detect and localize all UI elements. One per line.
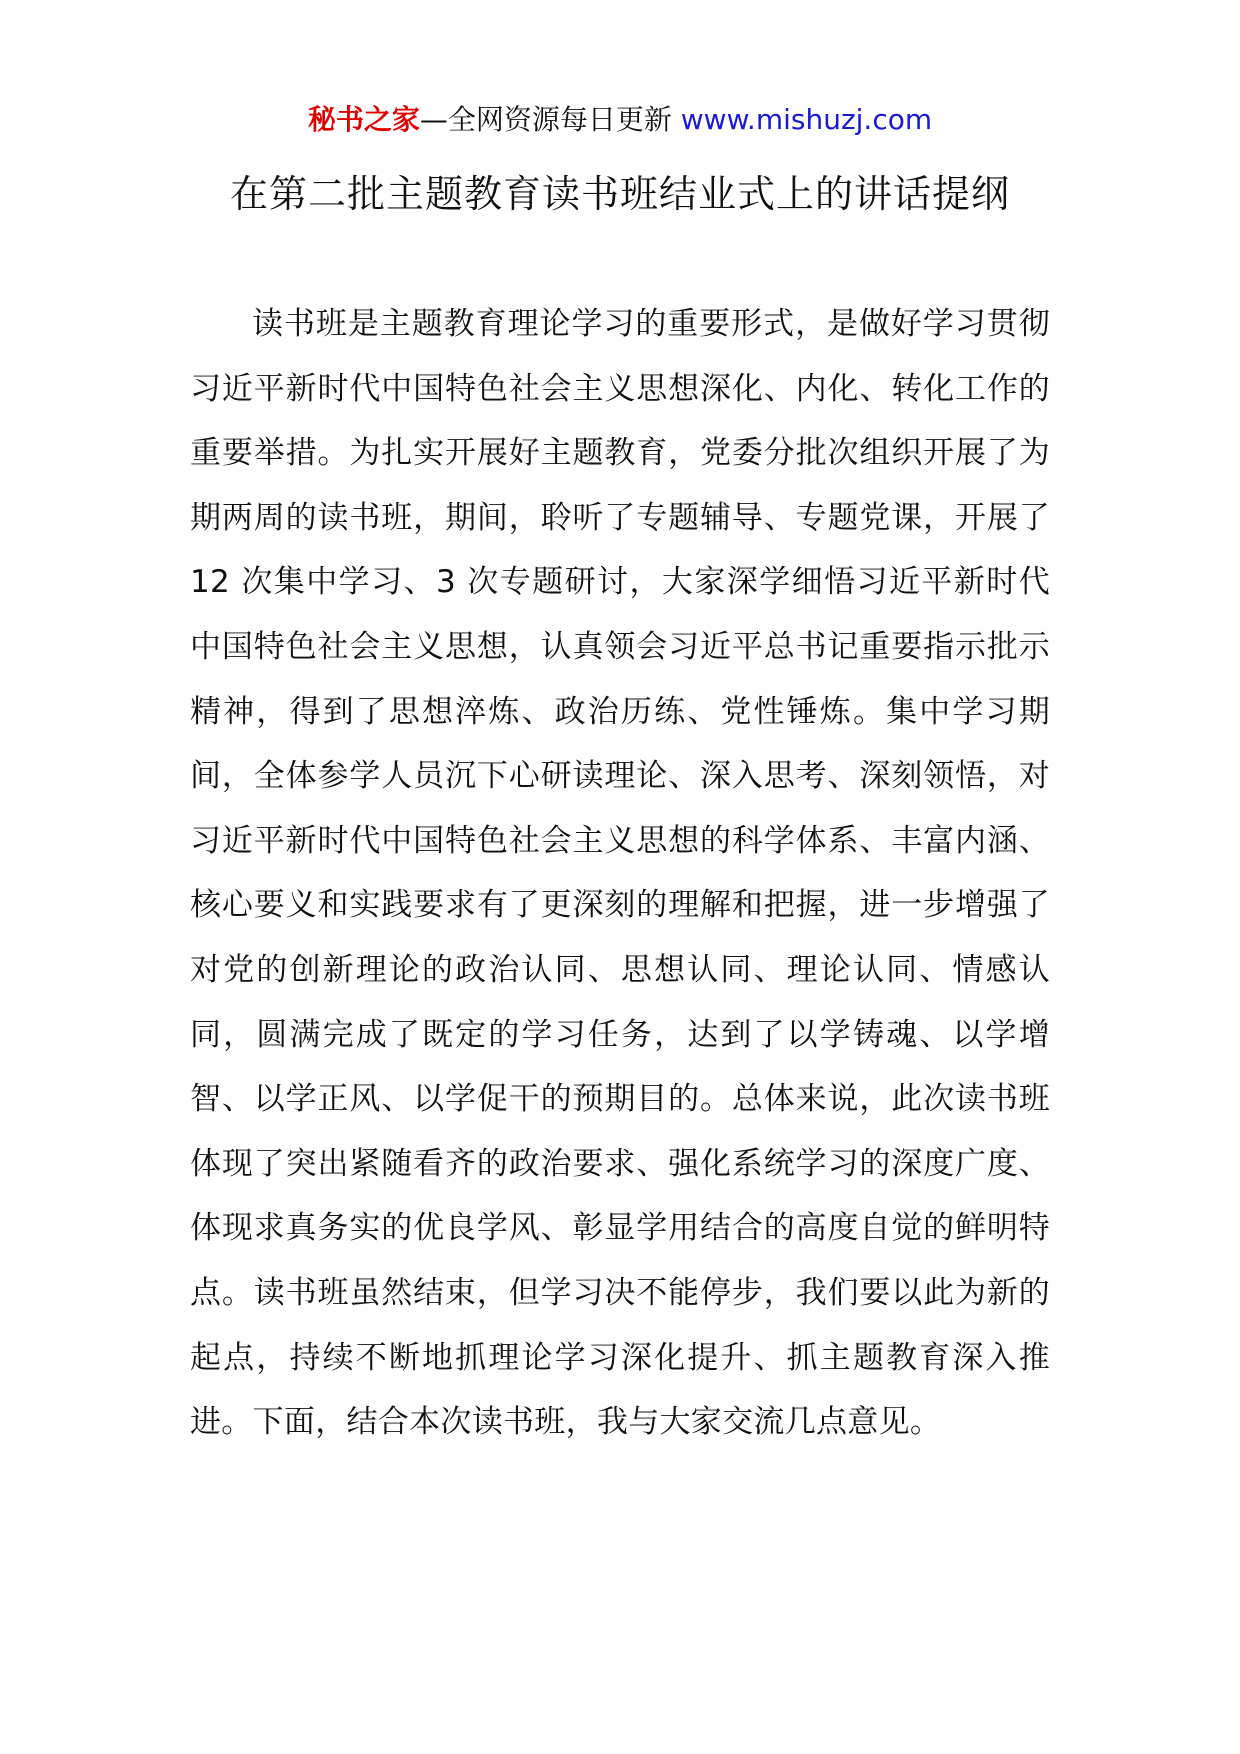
site-header bbox=[0, 100, 1240, 140]
document-title: 在第二批主题教育读书班结业式上的讲话提纲 bbox=[229, 172, 1010, 216]
site-url-link[interactable]: www.mishuzj.com bbox=[680, 103, 933, 136]
site-tagline: —全网资源每日更新 bbox=[419, 103, 681, 136]
body-paragraph: 读书班是主题教育理论学习的重要形式，是做好学习贯彻习近平新时代中国特色社会主义思想深化、内化、转化工作的重要举措。为扎实开展好主题教育，党委分批次组织开展了为期两周的读书班，期间，聆听了专题辅导、专题党课，开展了 12 次集中学习、3 次专题研讨，大家深学细悟习近平新时代中国特色社会主义思想，认真领会习近平总书记重要指示批示精神，得到了思想淬炼、政治历练、党性锤炼。集中学习期间，全体参学人员沉下心研读理论、深入思考、深刻领悟，对习近平新时代中国特色社会主义思想的科学体系、丰富内涵、核心要义和实践要求有了更深刻的理解和把握，进一步增强了对党的创新理论的政治认同、思想认同、理论认同、情感认同，圆满完成了既定的学习任务，达到了以学铸魂、以学增智、以学正风、以学促干的预期目的。总体来说，此次读书班体现了突出紧随看齐的政治要求、强化系统学习的深度广度、体现求真务实的优良学风、彰显学用结合的高度自觉的鲜明特点。读书班虽然结束，但学习决不能停步，我们要以此为新的起点，持续不断地抓理论学习深化提升、抓主题教育深入推进。下面，结合本次读书班，我与大家交流几点意见。 bbox=[190, 306, 1050, 1441]
brand-name: 秘书之家 bbox=[307, 103, 420, 136]
